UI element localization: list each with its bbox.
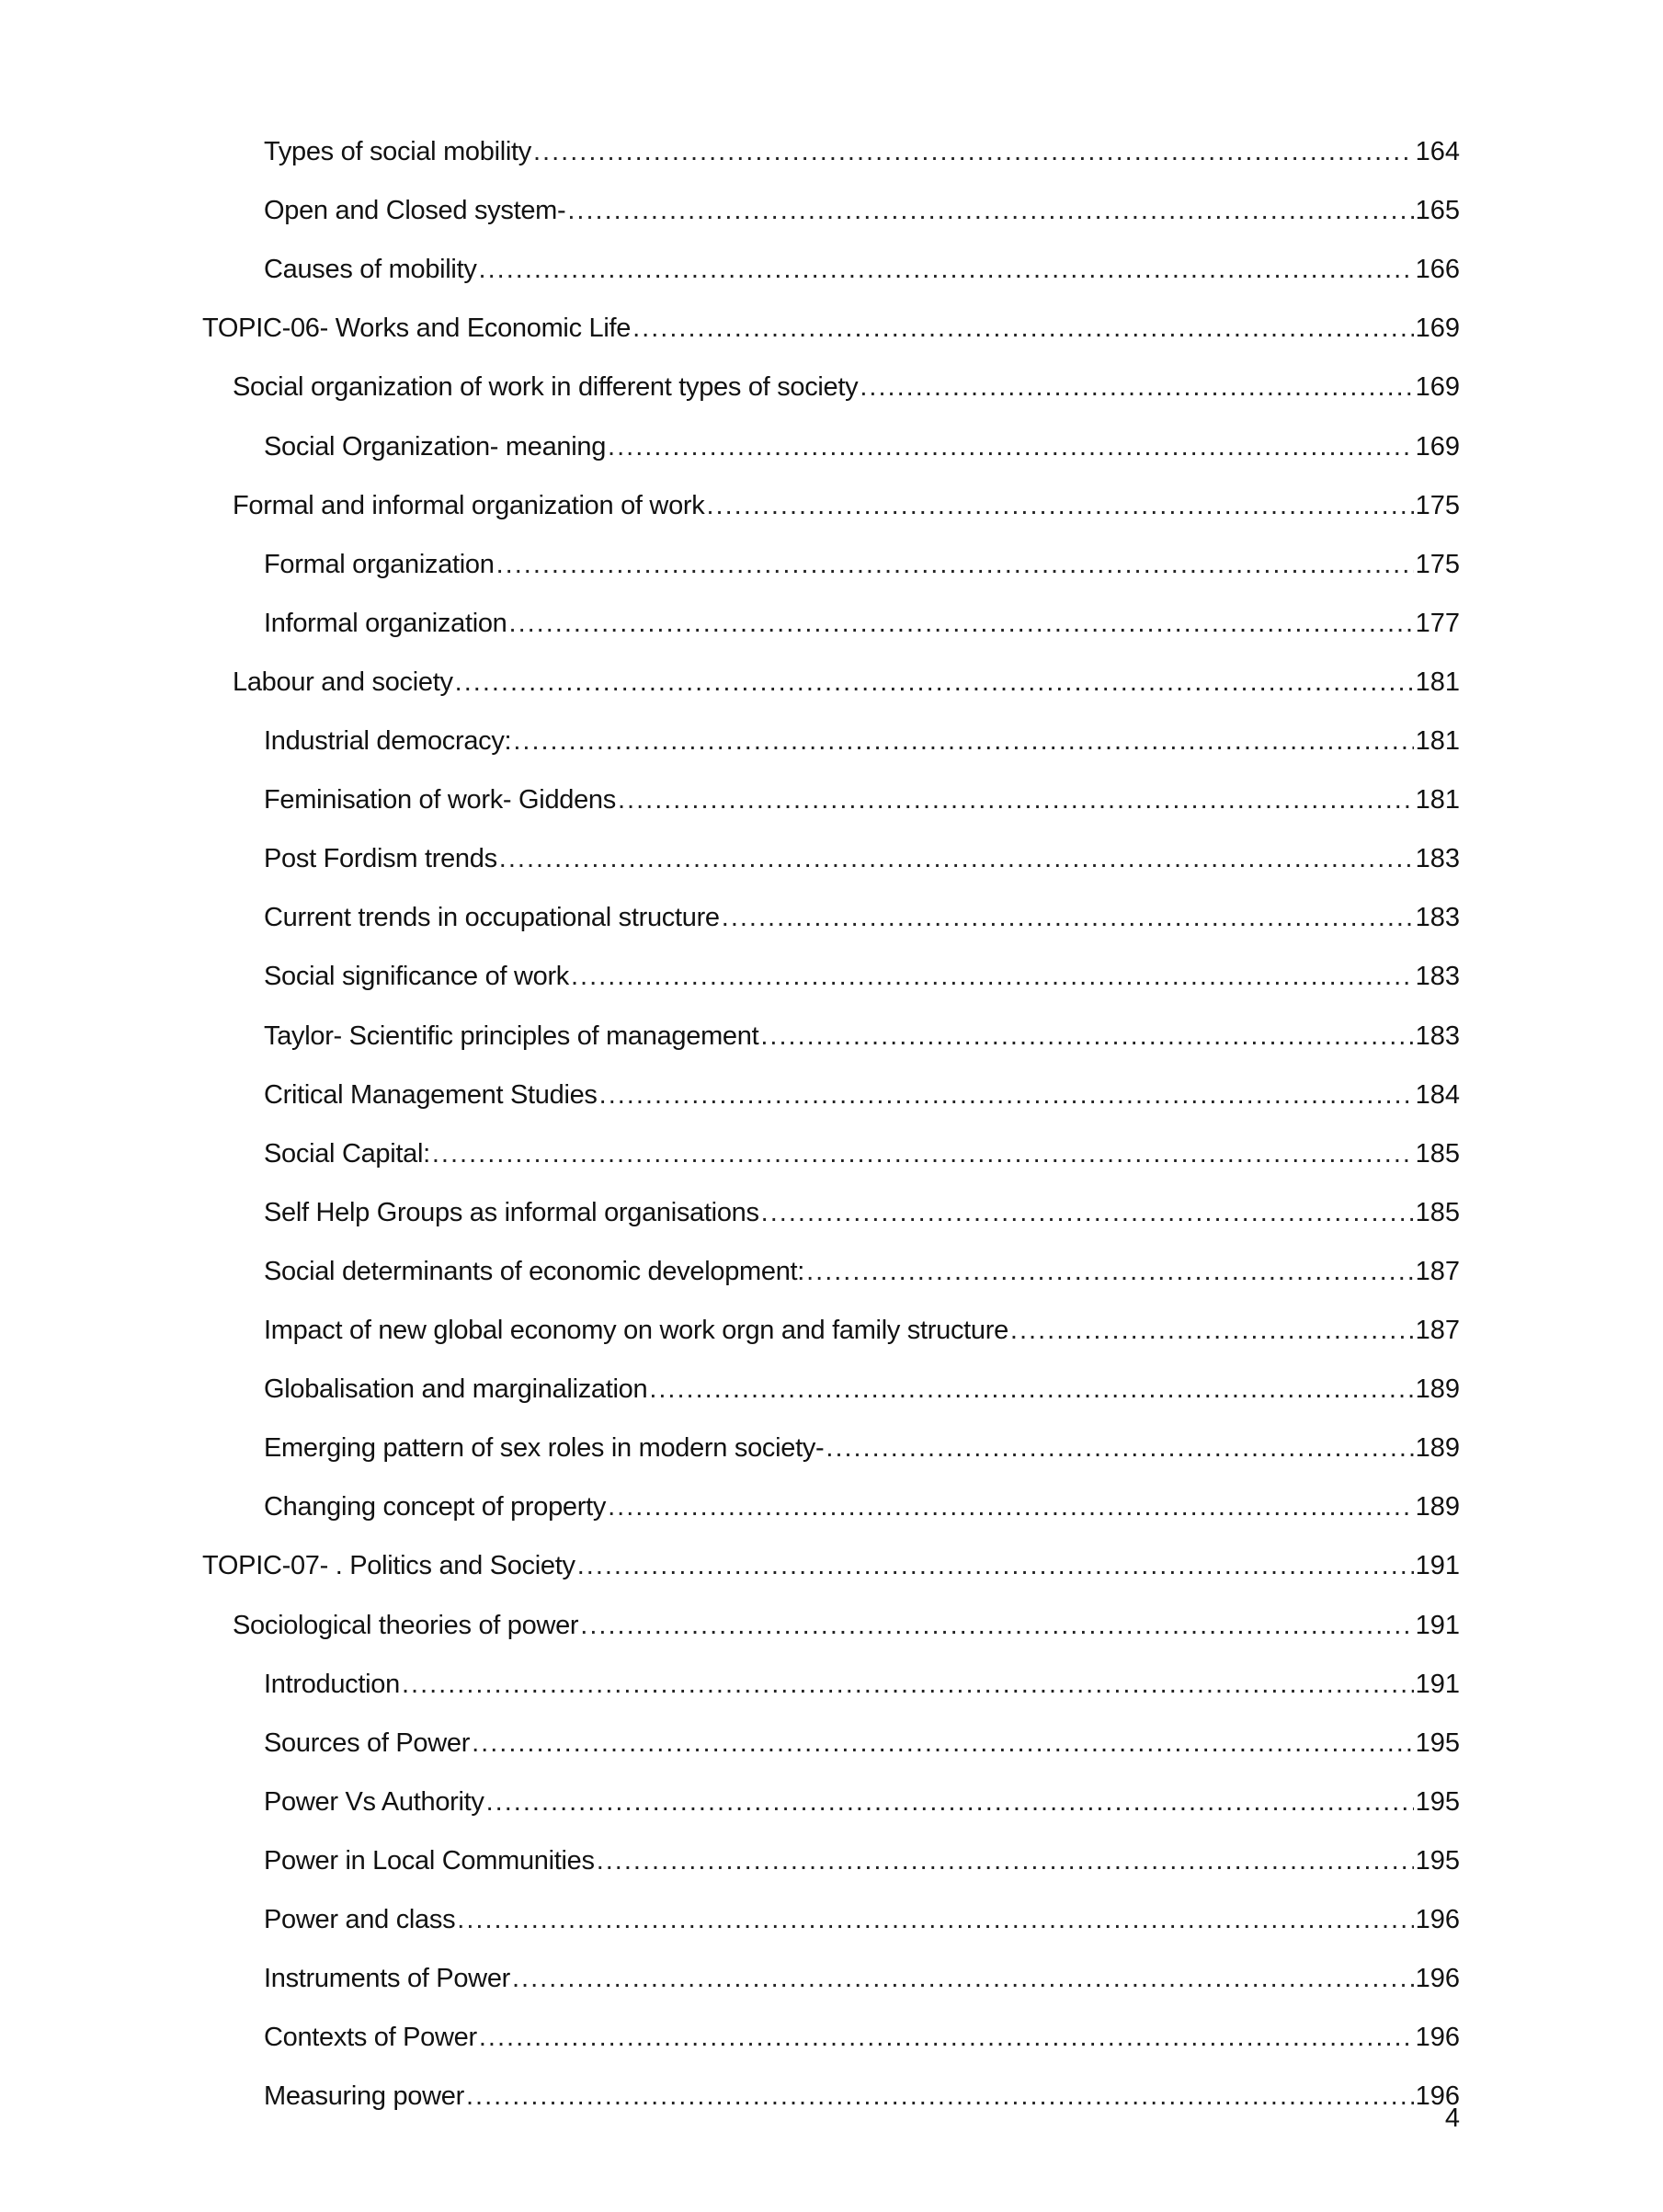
dot-leader <box>432 1135 1414 1172</box>
toc-entry-page: 189 <box>1415 1433 1460 1464</box>
toc-entry-title: Critical Management Studies <box>264 1079 598 1110</box>
toc-entry-page: 166 <box>1415 255 1460 285</box>
toc-entry-page: 196 <box>1415 1905 1460 1934</box>
toc-entry-page: 169 <box>1415 372 1460 403</box>
dot-leader <box>496 546 1414 583</box>
toc-entry-title: Instruments of Power <box>264 1964 510 1994</box>
toc-entry[interactable] <box>264 1253 1460 1290</box>
toc-entry[interactable] <box>264 1430 1460 1466</box>
dot-leader <box>761 1194 1414 1231</box>
toc-entry[interactable] <box>264 1135 1460 1172</box>
dot-leader <box>608 428 1414 465</box>
toc-entry-title: Self Help Groups as informal organisations <box>264 1197 759 1227</box>
toc-entry-title: Impact of new global economy on work orgn and family structure <box>264 1316 1008 1345</box>
toc-entry-page: 196 <box>1415 2023 1460 2053</box>
toc-entry-page: 169 <box>1415 314 1460 344</box>
toc-entry[interactable] <box>264 192 1460 229</box>
toc-entry-title: Contexts of Power <box>264 2023 477 2053</box>
toc-entry-title: Labour and society <box>233 667 453 697</box>
toc-entry-page: 183 <box>1415 903 1460 933</box>
toc-entry-title: Industrial democracy: <box>264 726 512 756</box>
toc-entry[interactable] <box>264 1312 1460 1349</box>
dot-leader <box>618 781 1414 818</box>
toc-entry-title: Power in Local Communities <box>264 1845 595 1876</box>
toc-entry[interactable] <box>264 1077 1460 1113</box>
toc-entry-title: Introduction <box>264 1669 400 1699</box>
dot-leader <box>509 605 1414 642</box>
toc-entry-page: 185 <box>1415 1197 1460 1227</box>
dot-leader <box>632 310 1414 347</box>
toc-entry-page: 175 <box>1415 490 1460 520</box>
toc-entry[interactable] <box>233 369 1460 405</box>
toc-entry[interactable] <box>264 1371 1460 1408</box>
toc-entry-title: Social organization of work in different types of society <box>233 372 859 403</box>
toc-entry-page: 191 <box>1415 1669 1460 1699</box>
toc-entry-page: 195 <box>1415 1727 1460 1758</box>
toc-entry[interactable] <box>264 1018 1460 1055</box>
toc-entry[interactable] <box>202 1547 1460 1584</box>
toc-entry-title: Informal organization <box>264 608 507 638</box>
dot-leader <box>826 1430 1413 1466</box>
toc-entry[interactable] <box>264 251 1460 288</box>
toc-entry-page: 187 <box>1415 1316 1460 1345</box>
toc-entry-title: Measuring power <box>264 2081 464 2112</box>
toc-entry[interactable] <box>264 1725 1460 1762</box>
dot-leader <box>580 1607 1413 1644</box>
toc-entry-page: 185 <box>1415 1138 1460 1169</box>
toc-entry-page: 183 <box>1415 962 1460 992</box>
dot-leader <box>567 192 1413 229</box>
dot-leader <box>577 1547 1414 1584</box>
toc-entry-title: Globalisation and marginalization <box>264 1374 648 1405</box>
toc-entry-title: Power Vs Authority <box>264 1786 484 1817</box>
toc-entry[interactable] <box>264 1901 1460 1938</box>
toc-entry[interactable] <box>233 487 1460 524</box>
dot-leader <box>472 1725 1414 1762</box>
toc-entry[interactable] <box>264 958 1460 995</box>
toc-entry[interactable] <box>264 133 1460 170</box>
toc-entry[interactable] <box>264 723 1460 759</box>
toc-entry-page: 181 <box>1415 726 1460 756</box>
toc-entry[interactable] <box>264 899 1460 936</box>
dot-leader <box>455 664 1414 701</box>
dot-leader <box>649 1371 1413 1408</box>
toc-entry-title: TOPIC-06- Works and Economic Life <box>202 314 632 344</box>
toc-entry-title: Sources of Power <box>264 1727 471 1758</box>
toc-entry-page: 189 <box>1415 1492 1460 1522</box>
toc-entry-title: Social Capital: <box>264 1138 430 1169</box>
dot-leader <box>722 899 1414 936</box>
toc-entry-title: Current trends in occupational structure <box>264 903 720 933</box>
toc-entry[interactable] <box>233 1607 1460 1644</box>
dot-leader <box>597 1842 1414 1879</box>
toc-entry-title: Social determinants of economic development: <box>264 1256 805 1286</box>
toc-entry-page: 191 <box>1415 1551 1460 1581</box>
toc-entry-page: 175 <box>1415 549 1460 579</box>
toc-entry-page: 195 <box>1415 1786 1460 1817</box>
toc-entry-title: Power and class <box>264 1905 456 1934</box>
toc-entry[interactable] <box>202 310 1460 347</box>
toc-entry-page: 183 <box>1415 1020 1460 1051</box>
toc-entry-page: 184 <box>1415 1079 1460 1110</box>
toc-entry-page: 181 <box>1415 667 1460 697</box>
toc-entry[interactable] <box>264 781 1460 818</box>
toc-entry-title: Sociological theories of power <box>233 1610 579 1640</box>
toc-entry[interactable] <box>264 840 1460 877</box>
toc-entry[interactable] <box>264 1194 1460 1231</box>
dot-leader <box>1010 1312 1414 1349</box>
dot-leader <box>760 1018 1413 1055</box>
dot-leader <box>466 2078 1414 2115</box>
toc-entry-page: 165 <box>1415 196 1460 226</box>
toc-entry[interactable] <box>264 1842 1460 1879</box>
toc-entry-title: Changing concept of property <box>264 1492 607 1522</box>
toc-entry-page: 191 <box>1415 1610 1460 1640</box>
toc-entry[interactable] <box>264 1784 1460 1820</box>
dot-leader <box>571 958 1414 995</box>
dot-leader <box>860 369 1413 405</box>
toc-entry-title: Post Fordism trends <box>264 844 497 874</box>
toc-entry-title: Formal and informal organization of work <box>233 490 705 520</box>
toc-entry-page: 177 <box>1415 608 1460 638</box>
dot-leader <box>806 1253 1414 1290</box>
toc-entry[interactable] <box>264 1960 1460 1997</box>
dot-leader <box>706 487 1413 524</box>
toc-entry[interactable] <box>264 605 1460 642</box>
toc-entry[interactable] <box>264 2078 1460 2115</box>
dot-leader <box>486 1784 1414 1820</box>
dot-leader <box>479 251 1414 288</box>
dot-leader <box>533 133 1414 170</box>
toc-entry-title: Causes of mobility <box>264 255 477 285</box>
toc-entry-title: Emerging pattern of sex roles in modern society- <box>264 1433 825 1464</box>
toc-entry-page: 195 <box>1415 1845 1460 1876</box>
toc-entry-title: TOPIC-07- . Politics and Society <box>202 1551 575 1581</box>
dot-leader <box>402 1666 1414 1703</box>
toc-entry[interactable] <box>233 664 1460 701</box>
toc-entry-title: Types of social mobility <box>264 137 531 166</box>
page-number: 4 <box>1444 2104 1460 2133</box>
toc-entry-page: 181 <box>1415 785 1460 815</box>
toc-entry-page: 169 <box>1415 431 1460 462</box>
toc-entry-page: 187 <box>1415 1256 1460 1286</box>
toc-entry[interactable] <box>264 1666 1460 1703</box>
toc-entry-page: 189 <box>1415 1374 1460 1405</box>
toc-entry-title: Feminisation of work- Giddens <box>264 785 616 815</box>
dot-leader <box>479 2019 1414 2056</box>
dot-leader <box>513 723 1413 759</box>
toc-entry-page: 196 <box>1415 2081 1460 2112</box>
toc-entry[interactable] <box>264 428 1460 465</box>
toc-entry[interactable] <box>264 2019 1460 2056</box>
toc-entry[interactable] <box>264 546 1460 583</box>
toc-entry-page: 196 <box>1415 1964 1460 1994</box>
dot-leader <box>599 1077 1414 1113</box>
dot-leader <box>499 840 1414 877</box>
dot-leader <box>457 1901 1413 1938</box>
toc-entry-title: Open and Closed system- <box>264 196 566 226</box>
toc-entry-title: Formal organization <box>264 549 495 579</box>
toc-entry-title: Taylor- Scientific principles of management <box>264 1020 759 1051</box>
toc-entry-page: 164 <box>1415 137 1460 166</box>
dot-leader <box>608 1488 1414 1525</box>
toc-entry-page: 183 <box>1415 844 1460 874</box>
toc-entry-title: Social Organization- meaning <box>264 431 607 462</box>
toc-entry[interactable] <box>264 1488 1460 1525</box>
dot-leader <box>512 1960 1414 1997</box>
toc-entry-title: Social significance of work <box>264 962 569 992</box>
